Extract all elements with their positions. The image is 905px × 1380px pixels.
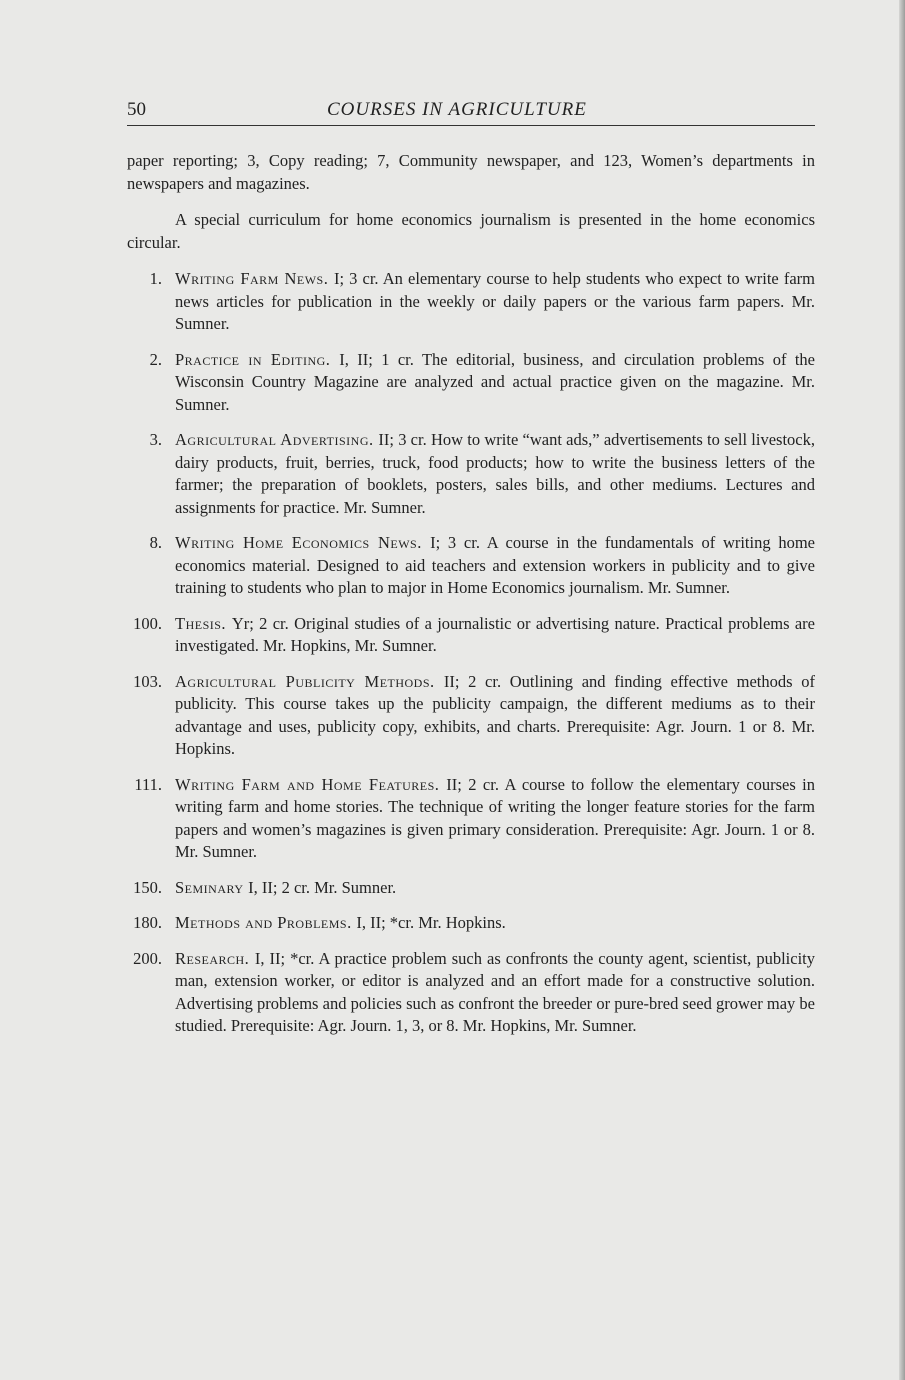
course-entry: [127, 912, 815, 935]
course-description: II; 2 cr. A course to follow the elementary courses in writing farm and home stories. The technique of writing the longer feature stories for the farm papers and women’s magazines is given primary consideration. Prerequisite: Agr. Journ. 1 or 8. Mr. Sumner.: [175, 774, 815, 861]
course-number: 3.: [149, 430, 162, 449]
course-number: 2.: [149, 349, 162, 369]
course-number: 100.: [133, 613, 162, 633]
course-number: 200.: [133, 948, 162, 968]
special-curriculum-note: A special curriculum for home economics journalism is presented in the home economics circular.: [127, 210, 815, 252]
course-title: Seminary: [175, 877, 249, 897]
course-description: Yr; 2 cr. Original studies of a journalistic or advertising nature. Practical problems are investigated. Mr. Hopkins, Mr. Sumner.: [175, 613, 815, 655]
course-title: Writing Farm News.: [175, 269, 334, 288]
course-number: 8.: [149, 533, 162, 552]
page-header: [127, 97, 815, 126]
course-description: I, II; *cr. A practice problem such as confronts the county agent, scientist, publicity man, extension worker, or editor is analyzed and an effort made for a constructive solution. Advertising problems and policies such as confront the breeder or pure-bred seed grower may be studied. Prerequisite: Agr. Journ. 1, 3, or 8. Mr. Hopkins, Mr. Sumner.: [175, 948, 815, 1035]
page-number: 50: [127, 99, 146, 120]
course-entry: [127, 349, 815, 417]
running-title: COURSES IN AGRICULTURE: [327, 99, 587, 120]
course-number: 111.: [134, 774, 162, 794]
course-title: Thesis.: [175, 613, 232, 633]
course-title: Practice in Editing.: [175, 349, 340, 369]
page-body: [127, 150, 815, 1051]
course-description: II; 2 cr. Outlining and finding effective methods of publicity. This course takes up the publicity campaign, the different mediums as to their advantage and uses, publicity copy, exhibits, and charts. Prerequisite: Agr. Journ. 1 or 8. Mr. Hopkins.: [175, 671, 815, 758]
course-description: I; 3 cr. A course in the fundamentals of writing home economics material. Designed to aid teachers and extension workers in publicity and to give training to students who plan to major in Home Economics journalism. Mr. Sumner.: [175, 533, 816, 597]
course-title: Methods and Problems.: [175, 913, 357, 932]
continuation-paragraph: paper reporting; 3, Copy reading; 7, Community newspaper, and 123, Women’s departments in newspapers and magazines.: [127, 151, 815, 193]
course-entry: [127, 268, 815, 336]
course-description: I, II; *cr. Mr. Hopkins.: [356, 913, 506, 932]
course-number: 180.: [133, 913, 162, 932]
course-entry: [127, 429, 815, 519]
course-entry: [127, 532, 815, 600]
course-number: 150.: [133, 877, 162, 897]
course-description: I, II; 2 cr. Mr. Sumner.: [248, 877, 397, 897]
course-title: Research.: [175, 948, 255, 968]
course-entry: [127, 948, 815, 1038]
course-title: Agricultural Publicity Methods.: [175, 671, 444, 691]
course-description: II; 3 cr. How to write “want ads,” advertisements to sell livestock, dairy products, fruit, berries, truck, food products; how to write the business letters of the farmer; the preparation of booklets, posters, sales bills, and other mediums. Lectures and assignments for practice. Mr. Sumner.: [175, 430, 815, 517]
course-entry: [127, 774, 815, 864]
course-list: [127, 268, 815, 1038]
course-number: 1.: [149, 269, 162, 288]
course-entry: [127, 877, 815, 900]
course-description: I; 3 cr. An elementary course to help students who expect to write farm news articles for publication in the weekly or daily papers or the various farm papers. Mr. Sumner.: [175, 269, 816, 333]
course-entry: [127, 671, 815, 761]
course-entry: [127, 613, 815, 658]
course-description: I, II; 1 cr. The editorial, business, and circulation problems of the Wisconsin Country Magazine are analyzed and actual practice given on the magazine. Mr. Sumner.: [175, 349, 815, 414]
course-number: 103.: [133, 671, 162, 691]
course-title: Writing Home Economics News.: [175, 533, 431, 552]
course-title: Writing Farm and Home Features.: [175, 774, 447, 794]
course-title: Agricultural Advertising.: [175, 430, 379, 449]
